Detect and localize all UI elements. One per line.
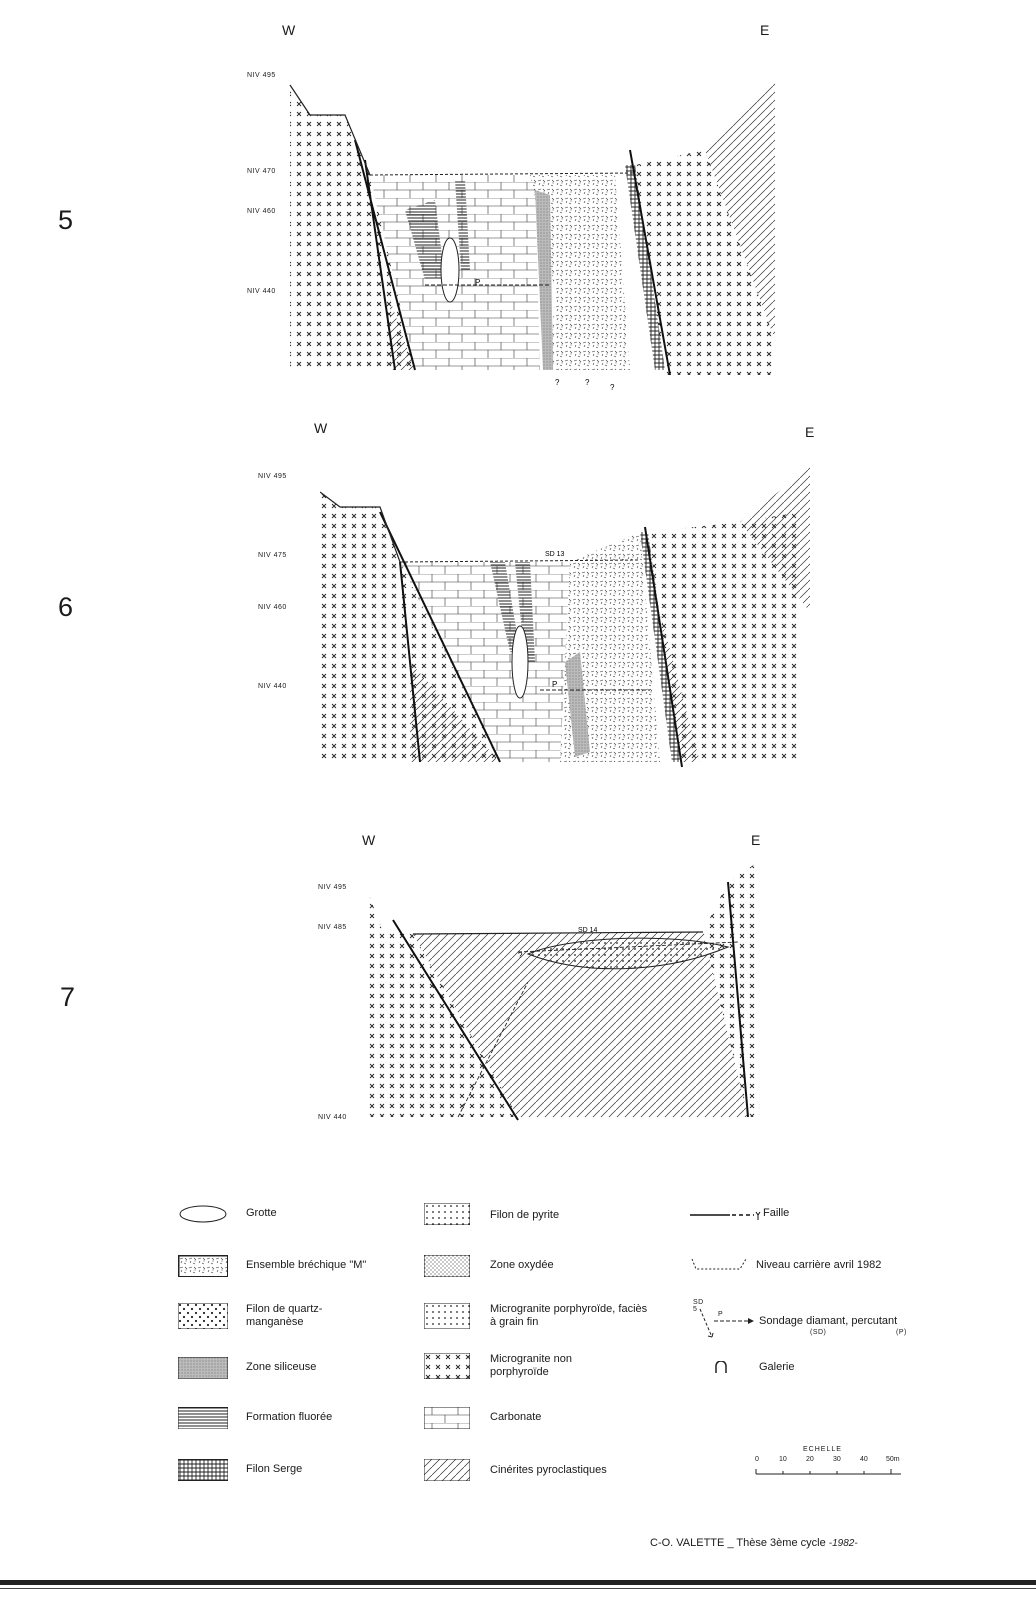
legend-label: Cinérites pyroclastiques xyxy=(490,1464,607,1476)
section-6-level-label: NIV 460 xyxy=(258,604,287,611)
section-7-callout: SD 14 xyxy=(578,927,598,934)
section-5-level-label: NIV 460 xyxy=(247,208,276,215)
section-5-west-label: W xyxy=(282,22,296,38)
quarry-level-symbol-icon xyxy=(690,1255,748,1273)
legend-swatch-serge xyxy=(178,1459,228,1481)
legend-label: Microgranite porphyroïde, faciès à grain fin xyxy=(490,1303,648,1328)
fault-symbol-icon xyxy=(690,1209,762,1221)
section-5-level-label: NIV 470 xyxy=(247,168,276,175)
section-6-level-label: NIV 495 xyxy=(258,473,287,480)
section-7-number: 7 xyxy=(60,982,76,1012)
legend-label: Sondage diamant, percutant xyxy=(759,1315,898,1327)
section-6-level-label: NIV 440 xyxy=(258,683,287,690)
legend-swatch-carbonate xyxy=(424,1407,470,1429)
legend-swatch-microgranite xyxy=(424,1353,470,1379)
section-7-level-label: NIV 495 xyxy=(318,884,347,891)
section-7-cross-section xyxy=(368,862,768,1124)
section-5-level-label: NIV 440 xyxy=(247,288,276,295)
section-7-level-label: NIV 440 xyxy=(318,1114,347,1121)
scale-ruler xyxy=(755,1466,905,1476)
legend-label: Formation fluorée xyxy=(246,1411,333,1423)
drill-tag-sd: SD 5 xyxy=(693,1299,704,1313)
legend-label: Filon de pyrite xyxy=(490,1209,560,1221)
section-6-cross-section xyxy=(320,462,815,772)
scale-tick-label: 40 xyxy=(860,1456,868,1463)
section-6-callout: P xyxy=(552,680,558,689)
cave xyxy=(441,238,459,302)
legend-sublabel: (P) xyxy=(896,1329,907,1336)
section-5-cross-section xyxy=(285,70,785,400)
section-5-callout: ? xyxy=(610,383,615,392)
section-7-west-label: W xyxy=(362,832,376,848)
legend-label: Zone siliceuse xyxy=(246,1361,317,1373)
credit-year: -1982- xyxy=(828,1538,858,1549)
credit-author: C-O. VALETTE xyxy=(650,1537,725,1549)
legend-label: Filon Serge xyxy=(246,1463,303,1475)
legend-label: Faille xyxy=(763,1207,790,1219)
scale-tick-label: 30 xyxy=(833,1456,841,1463)
legend-label: Carbonate xyxy=(490,1411,542,1423)
section-5-callout: P xyxy=(475,278,481,287)
legend-swatch-cinerite xyxy=(424,1459,470,1481)
section-7-east-label: E xyxy=(751,832,761,848)
legend-label: Niveau carrière avril 1982 xyxy=(756,1259,882,1271)
quarry-level xyxy=(370,173,635,175)
legend-swatch-fluor xyxy=(178,1407,228,1429)
cave xyxy=(512,626,528,698)
scale-tick-label: 50m xyxy=(886,1456,900,1463)
drill-tag-p: P xyxy=(718,1311,724,1318)
credit-text: Thèse 3ème cycle xyxy=(736,1537,826,1549)
section-5-number: 5 xyxy=(58,205,74,235)
legend-swatch-breccia xyxy=(178,1255,228,1277)
legend-swatch-pyrite xyxy=(424,1203,470,1225)
legend-label: Grotte xyxy=(246,1207,277,1219)
legend-label: Filon de quartz-manganèse xyxy=(246,1303,323,1328)
section-5-level-label: NIV 495 xyxy=(247,72,276,79)
scale-title: ECHELLE xyxy=(803,1446,842,1453)
section-6-east-label: E xyxy=(805,424,815,440)
legend-label: Microgranite non porphyroïde xyxy=(490,1353,572,1378)
legend-swatch-microgranite-fine xyxy=(424,1303,470,1329)
credit-line: C-O. VALETTE _ Thèse 3ème cycle -1982- xyxy=(650,1537,858,1549)
legend xyxy=(178,1203,938,1493)
section-6-level-label: NIV 475 xyxy=(258,552,287,559)
scale-tick-label: 20 xyxy=(806,1456,814,1463)
legend-swatch-quartz xyxy=(178,1303,228,1329)
scale-tick-label: 10 xyxy=(779,1456,787,1463)
gallery-symbol-icon xyxy=(714,1361,728,1375)
legend-sublabel: (SD) xyxy=(810,1329,827,1336)
section-6-west-label: W xyxy=(314,420,328,436)
section-7-callout: ? xyxy=(518,951,523,960)
section-5-callout: ? xyxy=(555,378,560,387)
section-7-level-label: NIV 485 xyxy=(318,924,347,931)
legend-swatch-oxide xyxy=(424,1255,470,1277)
legend-swatch-cave xyxy=(178,1203,228,1225)
section-6-number: 6 xyxy=(58,592,74,622)
legend-label: Ensemble bréchique "M" xyxy=(246,1259,367,1271)
legend-swatch-siliceous xyxy=(178,1357,228,1379)
section-6-callout: SD 13 xyxy=(545,551,565,558)
scale-tick-label: 0 xyxy=(755,1456,759,1463)
bottom-border-thin xyxy=(0,1588,1036,1589)
legend-label: Zone oxydée xyxy=(490,1259,554,1271)
bottom-border xyxy=(0,1580,1036,1585)
drill-hole-symbol-icon xyxy=(690,1307,760,1343)
legend-label: Galerie xyxy=(759,1361,795,1373)
section-5-east-label: E xyxy=(760,22,770,38)
section-5-callout: ? xyxy=(585,378,590,387)
